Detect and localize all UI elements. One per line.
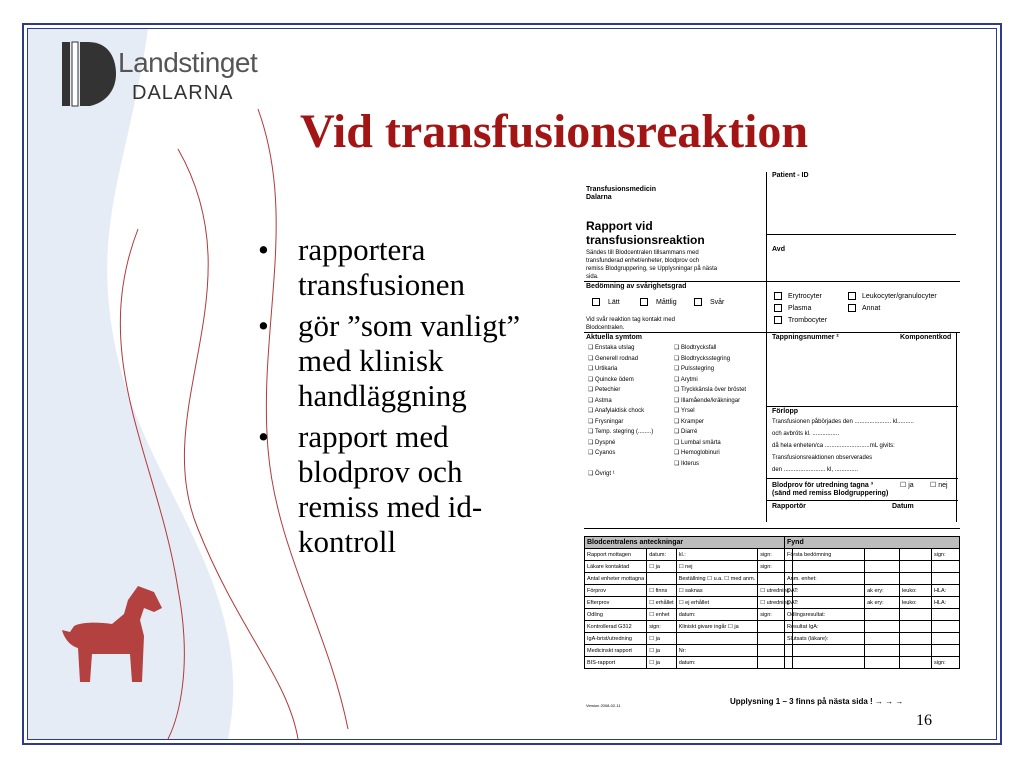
table-cell: ☐ utredning: [758, 597, 792, 609]
symptom-right-item: ❑ Arytmi: [674, 376, 698, 383]
symptom-right-item: ❑ Diarré: [674, 429, 698, 435]
symptom-left-item: ❑ Temp. stegring (........): [588, 429, 654, 435]
symptom-right-item: ❑ Tryckkänsla över bröstet: [674, 387, 747, 393]
table-cell: [785, 645, 865, 657]
table-cell: ☐ ja: [647, 657, 677, 669]
form-product: Erytrocyter: [788, 293, 822, 300]
table-row: [785, 609, 960, 621]
symptom-right-item: ❑ Ikterus: [674, 460, 700, 467]
table-row: [585, 645, 793, 657]
table-cell: Första bedömning: [785, 549, 865, 561]
table-cell: HLA:: [931, 585, 959, 597]
form-severity: Bedömning av svårighetsgrad: [586, 283, 687, 290]
table-cell: ☐ ej erhållet: [676, 597, 758, 609]
form-org: Transfusionsmedicin: [586, 186, 657, 193]
symptom-left-item: ❑ Enstaka utslag: [588, 345, 635, 351]
table-cell: sign:: [931, 657, 959, 669]
table-cell: sign:: [647, 621, 677, 633]
table-cell: ☐ enhet: [647, 609, 677, 621]
symptom-left-item: ❑ Quincke ödem: [588, 376, 634, 383]
table-cell: Odlingsresultat:: [785, 609, 865, 621]
table-cell: [931, 645, 959, 657]
form-product: Trombocyter: [788, 317, 828, 324]
table-row: [785, 621, 960, 633]
table-cell: ☐ ja: [647, 645, 677, 657]
table-cell: [900, 645, 932, 657]
symptom-right-item: ❑ Illamående/kräkningar: [674, 397, 741, 404]
table-cell: [931, 633, 959, 645]
symptom-right-item: ❑ Blodtrycksstegring: [674, 355, 731, 362]
table-cell: [676, 633, 758, 645]
table-cell: Kontrollerad G312: [585, 621, 647, 633]
table-row: [785, 573, 960, 585]
form-sev: Lätt: [608, 299, 620, 306]
table-row: [585, 597, 793, 609]
table-cell: Resultat IgA:: [785, 621, 865, 633]
form-patient-id: Patient - ID: [772, 172, 809, 179]
table-cell: [900, 561, 932, 573]
table-row: [785, 597, 960, 609]
form-contact: Blodcentralen.: [586, 325, 625, 331]
form-forlopp-line: och avbröts kl. ................: [772, 431, 840, 437]
table-cell: [900, 621, 932, 633]
form-forlopp-line: då hela enheten/ca ...........................mL givits:: [772, 443, 895, 449]
symptom-right-item: ❑ Blodtrycksfall: [674, 345, 717, 351]
table-cell: sign:: [758, 561, 792, 573]
bullet-item: • rapportera transfusionen: [258, 232, 538, 302]
form-sev: Svår: [710, 299, 725, 306]
table-cell: datum:: [676, 657, 758, 669]
table-cell: kl.:: [676, 549, 758, 561]
table-cell: ☐ ja: [647, 633, 677, 645]
symptom-right-item: ❑ Hemoglobinuri: [674, 450, 720, 456]
table-cell: DAT:: [785, 585, 865, 597]
form-blodprov: Blodprov för utredning tagna ³: [772, 482, 874, 489]
table-cell: Antal enheter mottagna: [585, 573, 647, 585]
form-datum: Datum: [892, 503, 914, 510]
table-cell: Slutsats (läkare):: [785, 633, 865, 645]
bullet-list: [258, 232, 538, 565]
table-row: [785, 645, 960, 657]
table-cell: [785, 561, 865, 573]
table-header: Fynd: [785, 537, 960, 549]
symptom-left-item: ❑ Cyanos: [588, 450, 616, 456]
table-cell: ☐ erhållet: [647, 597, 677, 609]
table-cell: [900, 549, 932, 561]
table-row: [585, 633, 793, 645]
table-header: Blodcentralens anteckningar: [585, 537, 793, 549]
table-cell: IgA-brist/utredning: [585, 633, 647, 645]
table-cell: sign:: [758, 609, 792, 621]
form-version: Version 2008-02-11: [586, 703, 621, 708]
table-cell: [865, 657, 900, 669]
table-cell: [931, 621, 959, 633]
form-footer-note: Upplysning 1 – 3 finns på nästa sida ! → → →: [730, 697, 904, 706]
form-intro: remiss Blodgruppering, se Upplysningar på nästa: [586, 266, 718, 272]
table-row: [585, 549, 793, 561]
form-org2: Dalarna: [586, 194, 612, 201]
table-cell: [931, 573, 959, 585]
table-row: [785, 657, 960, 669]
bullet-item: • rapport med blodprov och remiss med id-kontroll: [258, 419, 538, 559]
table-cell: [931, 609, 959, 621]
form-ja: ja: [908, 482, 914, 489]
bullet-item: • gör ”som vanligt” med klinisk handläggning: [258, 308, 538, 413]
table-cell: ak ery:: [865, 585, 900, 597]
table-cell: Kliniskt givare ingår ☐ ja: [676, 621, 758, 633]
table-row: [585, 609, 793, 621]
form-heading2: transfusionsreaktion: [586, 233, 705, 247]
table-cell: Nr:: [676, 645, 758, 657]
table-cell: [865, 549, 900, 561]
form-forlopp: Förlopp: [772, 408, 799, 415]
report-form-image: Transfusionsmedicin Dalarna Patient - ID Rapport vid transfusionsreaktion Sändes till Blodcentralen tillsammans med transfunderad enhet/enheter, blodprov och remiss Blodgruppering, se Upplysningar på nästa sida. Avd Bedömning av svårighetsgrad Lätt Måttlig Svår Vid svår reaktion tag kontakt med Blodcentralen. Erytrocyter Leukocyter/granulocyter Plasma Annat Trombocyter Aktuella symtom Tappningsnummer ² Komponentkod Förlopp Transfusionen påbörjades den ...................... kl.......... och avbröts kl. ................ då hela enheten/ca ...........................mL givits: Transfusionsreaktionen observerades den ......................... kl, .............. Blodprov för utredning tagna ³ (sänd med remiss Blodgruppering) ☐ ja ☐ nej Rapportör Datum Blodcentralens anteckningar Rapport mottagen datum: kl.: sign: Läkare kontaktad ☐ ja ☐ nej sign: Antal enheter mottagna Beställning ☐ u.a. ☐ med anm. Förprov ☐ finns ☐ saknas ☐ utredning Efterprov ☐ erhållet ☐ ej erhållet ☐ utredning Odling ☐ enhet datum: sign: Kontrollerad G312 sign: Kliniskt givare ingår ☐ ja IgA-brist/utredning ☐ ja Medicinskt rapport ☐ ja Nr: BIS-rapport ☐ ja datum: Fynd Första bedömning sign: Anm. enhet: DAT: ak ery: leuko: HLA: DAT: ak ery: leuko: HLA: Odlingsresultat: Resultat IgA: Slutsats (läkare): sign: Version 2008-02-11 Upplysning 1 – 3 finns på nästa sida ! → → → ❑ Enstaka utslag ❑ Generell rodnad ❑ Urtikaria ❑ Quincke ödem ❑ Petechier ❑ Astma ❑ Anafylaktisk chock ❑ Frysningar ❑ Temp. stegring (........) ❑ Dyspné ❑ Cyanos ❑ Övrigt ¹ ❑ Blodtrycksfall ❑ Blodtrycksstegring ❑ Pulsstegring ❑ Arytmi ❑ Tryckkänsla över bröstet ❑ Illamående/kräkningar ❑ Yrsel ❑ Kramper ❑ Diarré ❑ Lumbal smärta ❑ Hemoglobinuri ❑ Ikterus: [580, 172, 960, 712]
table-row: [785, 561, 960, 573]
table-cell: ☐ saknas: [676, 585, 758, 597]
symptom-left-item: ❑ Astma: [588, 397, 612, 404]
table-cell: sign:: [931, 549, 959, 561]
table-row: [785, 585, 960, 597]
table-cell: Anm. enhet:: [785, 573, 865, 585]
table-cell: [785, 657, 865, 669]
table-cell: [900, 609, 932, 621]
symptom-right-item: ❑ Yrsel: [674, 408, 695, 414]
table-cell: ☐ ja: [647, 561, 677, 573]
table-cell: BIS-rapport: [585, 657, 647, 669]
table-cell: ☐ nej: [676, 561, 758, 573]
table-cell: leuko:: [900, 585, 932, 597]
table-cell: [865, 645, 900, 657]
table-row: [585, 561, 793, 573]
symptom-right-item: ❑ Pulsstegring: [674, 366, 715, 372]
table-cell: Medicinskt rapport: [585, 645, 647, 657]
form-rapportor: Rapportör: [772, 503, 806, 510]
table-cell: [865, 573, 900, 585]
blodcentral-notes-table: [584, 536, 793, 669]
form-blodprov: (sänd med remiss Blodgruppering): [772, 490, 889, 497]
table-row: [785, 549, 960, 561]
form-komponentkod: Komponentkod: [900, 334, 952, 341]
symptom-left-item: ❑ Dyspné: [588, 439, 616, 446]
table-cell: Förprov: [585, 585, 647, 597]
findings-table: [784, 536, 960, 669]
table-cell: ☐ utredning: [758, 585, 792, 597]
symptom-left-item: ❑ Frysningar: [588, 418, 624, 425]
slide-title: Vid transfusionsreaktion: [300, 105, 809, 158]
table-cell: [900, 633, 932, 645]
form-contact: Vid svår reaktion tag kontakt med: [586, 317, 675, 323]
table-cell: DAT:: [785, 597, 865, 609]
logo-region: DALARNA: [132, 82, 234, 104]
table-row: [585, 573, 793, 585]
form-nej: nej: [938, 482, 948, 489]
table-cell: datum:: [676, 609, 758, 621]
symptom-left-item: ❑ Urtikaria: [588, 366, 618, 372]
table-cell: sign:: [758, 549, 792, 561]
symptom-left-item: ❑ Anafylaktisk chock: [588, 408, 645, 414]
form-heading1: Rapport vid: [586, 219, 653, 233]
table-row: [585, 585, 793, 597]
table-cell: [931, 561, 959, 573]
table-cell: [865, 621, 900, 633]
table-row: [785, 633, 960, 645]
form-product: Leukocyter/granulocyter: [862, 293, 937, 300]
table-cell: ☐ finns: [647, 585, 677, 597]
symptom-right-item: ❑ Kramper: [674, 418, 705, 425]
symptom-left-item: ❑ Generell rodnad: [588, 355, 639, 362]
table-cell: Efterprov: [585, 597, 647, 609]
table-cell: datum:: [647, 549, 677, 561]
form-product: Plasma: [788, 305, 812, 312]
table-row: [585, 657, 793, 669]
form-forlopp-line: Transfusionsreaktionen observerades: [772, 455, 873, 461]
table-cell: Läkare kontaktad: [585, 561, 647, 573]
table-cell: Odling: [585, 609, 647, 621]
table-cell: Beställning ☐ u.a. ☐ med anm.: [676, 573, 758, 585]
form-symptoms-title: Aktuella symtom: [586, 334, 643, 341]
form-intro: sida.: [586, 274, 599, 280]
form-forlopp-line: den ......................... kl, ..............: [772, 467, 859, 473]
table-cell: Rapport mottagen: [585, 549, 647, 561]
table-cell: ak ery:: [865, 597, 900, 609]
form-tappning: Tappningsnummer ²: [772, 334, 839, 341]
table-cell: [900, 573, 932, 585]
table-cell: [865, 609, 900, 621]
form-intro: transfunderad enhet/enheter, blodprov och: [586, 258, 700, 264]
form-intro: Sändes till Blodcentralen tillsammans med: [586, 250, 699, 256]
table-cell: [900, 657, 932, 669]
table-cell: leuko:: [900, 597, 932, 609]
table-cell: [647, 573, 677, 585]
table-row: [585, 621, 793, 633]
table-cell: [865, 633, 900, 645]
form-avd: Avd: [772, 246, 785, 253]
table-cell: [865, 561, 900, 573]
form-forlopp-line: Transfusionen påbörjades den ...................... kl..........: [772, 419, 914, 425]
symptom-left-item: ❑ Övrigt ¹: [588, 471, 615, 477]
form-sev: Måttlig: [656, 299, 677, 306]
logo-name: Landstinget: [118, 47, 258, 78]
table-cell: HLA:: [931, 597, 959, 609]
symptom-left-item: ❑ Petechier: [588, 387, 621, 393]
form-product: Annat: [862, 305, 881, 312]
page-number: 16: [916, 712, 932, 729]
symptom-right-item: ❑ Lumbal smärta: [674, 439, 721, 446]
dala-horse-icon: [58, 578, 168, 688]
